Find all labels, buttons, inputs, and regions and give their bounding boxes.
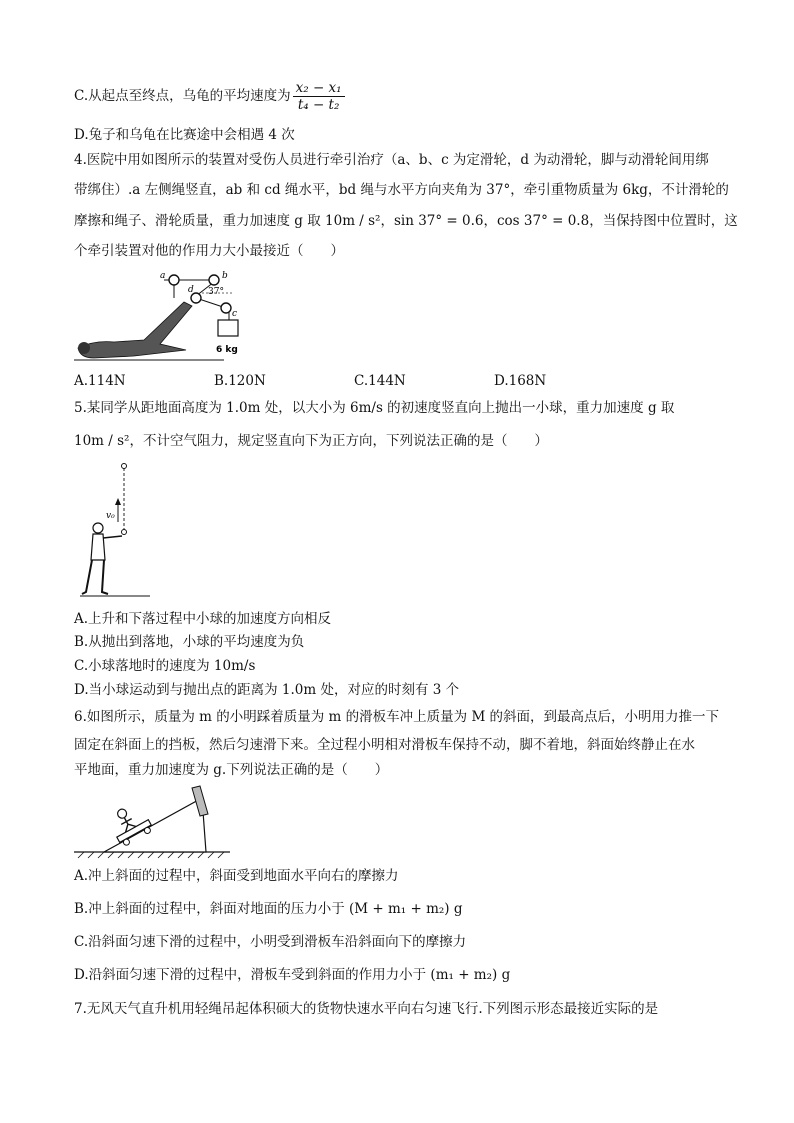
q4-options: [74, 373, 634, 389]
pulley-a-icon: [169, 275, 179, 285]
q4-stem-3: 摩擦和绳子、滑轮质量，重力加速度 g 取 10m / s²，sin 37° = 0.6，cos 37° = 0.8，当保持图中位置时，这: [74, 213, 738, 229]
fig-v0-label: v₀: [106, 511, 115, 521]
q4-option-b: B.120N: [214, 373, 266, 389]
thrower-head-icon: [93, 523, 103, 533]
q4-stem-4: 个牵引装置对他的作用力大小最接近（ ）: [74, 243, 344, 259]
pulley-c-icon: [221, 303, 231, 313]
q6-option-b: B.冲上斜面的过程中，斜面对地面的压力小于 (M + m₁ + m₂) g: [74, 901, 463, 917]
velocity-arrow-icon: [115, 498, 121, 505]
q6-stem-3: 平地面，重力加速度为 g.下列说法正确的是（ ）: [74, 762, 389, 778]
fig-angle-label: 37°: [208, 287, 224, 297]
slope-icon: [104, 798, 206, 852]
fig-weight-label: 6 kg: [216, 345, 238, 355]
q5-option-c: C.小球落地时的速度为 10m/s: [74, 658, 256, 674]
q4-stem-1: 4.医院中用如图所示的装置对受伤人员进行牵引治疗（a、b、c 为定滑轮，d 为动滑轮，脚与动滑轮间用绑: [74, 152, 709, 168]
q5-throw-figure: [80, 460, 150, 600]
q4-stem-2: 带绑住）.a 左侧绳竖直，ab 和 cd 绳水平，bd 绳与水平方向夹角为 37°，牵引重物质量为 6kg，不计滑轮的: [74, 182, 729, 198]
q4-option-c: C.144N: [354, 373, 406, 389]
q6-option-c: C.沿斜面匀速下滑的过程中，小明受到滑板车沿斜面向下的摩擦力: [74, 934, 467, 950]
ball-start-icon: [122, 530, 127, 535]
q6-option-d: D.沿斜面匀速下滑的过程中，滑板车受到斜面的作用力小于 (m₁ + m₂) g: [74, 967, 511, 983]
patient-icon: [78, 302, 192, 358]
q4-traction-figure: [74, 268, 244, 364]
q5-option-a: A.上升和下落过程中小球的加速度方向相反: [74, 611, 332, 627]
q5-option-b: B.从抛出到落地，小球的平均速度为负: [74, 634, 305, 650]
fig-label-b: b: [222, 271, 228, 281]
q3-option-d: D.兔子和乌龟在比赛途中会相遇 4 次: [74, 127, 295, 143]
q5-stem-2: 10m / s²，不计空气阻力，规定竖直向下为正方向，下列说法正确的是（ ）: [74, 433, 548, 449]
q3-option-c-fraction: $\frac{\text{x₂ − x₁}}{\text{t₄ − t₂}}$: [293, 80, 345, 113]
q5-stem-1: 5.某同学从距地面高度为 1.0m 处，以大小为 6m/s 的初速度竖直向上抛出一小球，重力加速度 g 取: [74, 400, 675, 416]
fig-label-a: a: [160, 271, 166, 281]
fig-label-c: c: [232, 309, 238, 319]
q7-stem-1: 7.无风天气直升机用轻绳吊起体积硕大的货物快速水平向右匀速飞行.下列图示形态最接近实际的是: [74, 1001, 659, 1017]
q6-option-a: A.冲上斜面的过程中，斜面受到地面水平向右的摩擦力: [74, 868, 399, 884]
rider-head-icon: [116, 808, 128, 820]
q4-option-a: A.114N: [74, 373, 126, 389]
ball-top-icon: [122, 464, 127, 469]
pulley-b-icon: [209, 275, 219, 285]
patient-head-icon: [78, 342, 90, 354]
q4-option-d: D.168N: [494, 373, 547, 389]
q5-option-d: D.当小球运动到与抛出点的距离为 1.0m 处，对应的时刻有 3 个: [74, 682, 460, 698]
weight-block-icon: [218, 320, 238, 336]
fig-label-d: d: [188, 285, 194, 295]
q6-stem-2: 固定在斜面上的挡板，然后匀速滑下来。全过程小明相对滑板车保持不动，脚不着地，斜面始终静止在水: [74, 737, 695, 753]
q6-stem-1: 6.如图所示，质量为 m 的小明踩着质量为 m 的滑板车冲上质量为 M 的斜面，到最高点后，小明用力推一下: [74, 709, 720, 725]
q6-slope-figure: [74, 784, 230, 860]
q3-option-c: C.从起点至终点，乌龟的平均速度为 $\frac{\text{x₂ − x₁}}{\text{t₄ − t₂}}$: [74, 80, 345, 113]
